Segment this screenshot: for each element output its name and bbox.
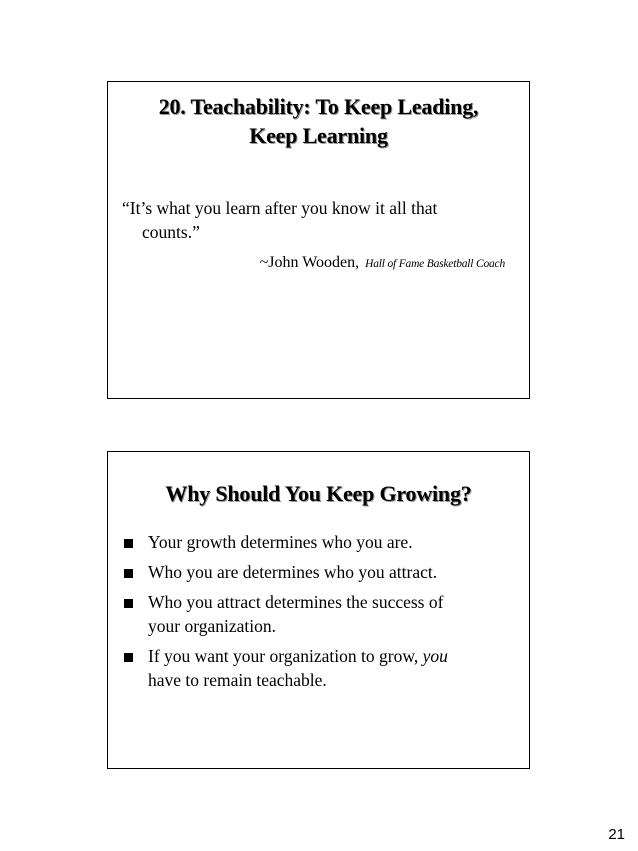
bullet-item: [120, 644, 520, 692]
slide-title-line: Keep Learning: [249, 123, 388, 148]
bullet-text: Who you are determines who you attract.: [148, 562, 438, 582]
slide-why-keep-growing: [107, 451, 530, 769]
bullet-item: [120, 530, 520, 554]
bullet-text: Who you attract determines the success of: [148, 592, 444, 612]
square-bullet-icon: [124, 569, 133, 578]
quote-attribution: [260, 254, 505, 272]
bullet-text: Your growth determines who you are.: [148, 532, 413, 552]
slide-title-line: 20. Teachability: To Keep Leading,: [158, 94, 479, 119]
quote-line: “It’s what you learn after you know it all that: [122, 198, 438, 218]
bullet-list: [120, 530, 520, 698]
bullet-text: have to remain teachable.: [148, 670, 327, 690]
square-bullet-icon: [124, 599, 133, 608]
quote: [122, 196, 522, 244]
bullet-item: [120, 560, 520, 584]
bullet-text-line: [148, 644, 520, 668]
square-bullet-icon: [124, 539, 133, 548]
bullet-emphasis: you: [422, 646, 448, 666]
slide-title-line: Why Should You Keep Growing?: [165, 481, 472, 506]
page-number: 21: [608, 826, 625, 843]
square-bullet-icon: [124, 653, 133, 662]
slide-teachability: [107, 81, 530, 399]
attribution-name: ~John Wooden,: [259, 254, 360, 271]
bullet-text: If you want your organization to grow,: [148, 646, 419, 666]
quote-line: counts.”: [142, 222, 200, 242]
bullet-item: [120, 590, 520, 638]
bullet-text: your organization.: [148, 616, 276, 636]
slide-title: [108, 479, 529, 508]
slide-title: [108, 92, 529, 150]
attribution-role: Hall of Fame Basketball Coach: [365, 258, 505, 270]
